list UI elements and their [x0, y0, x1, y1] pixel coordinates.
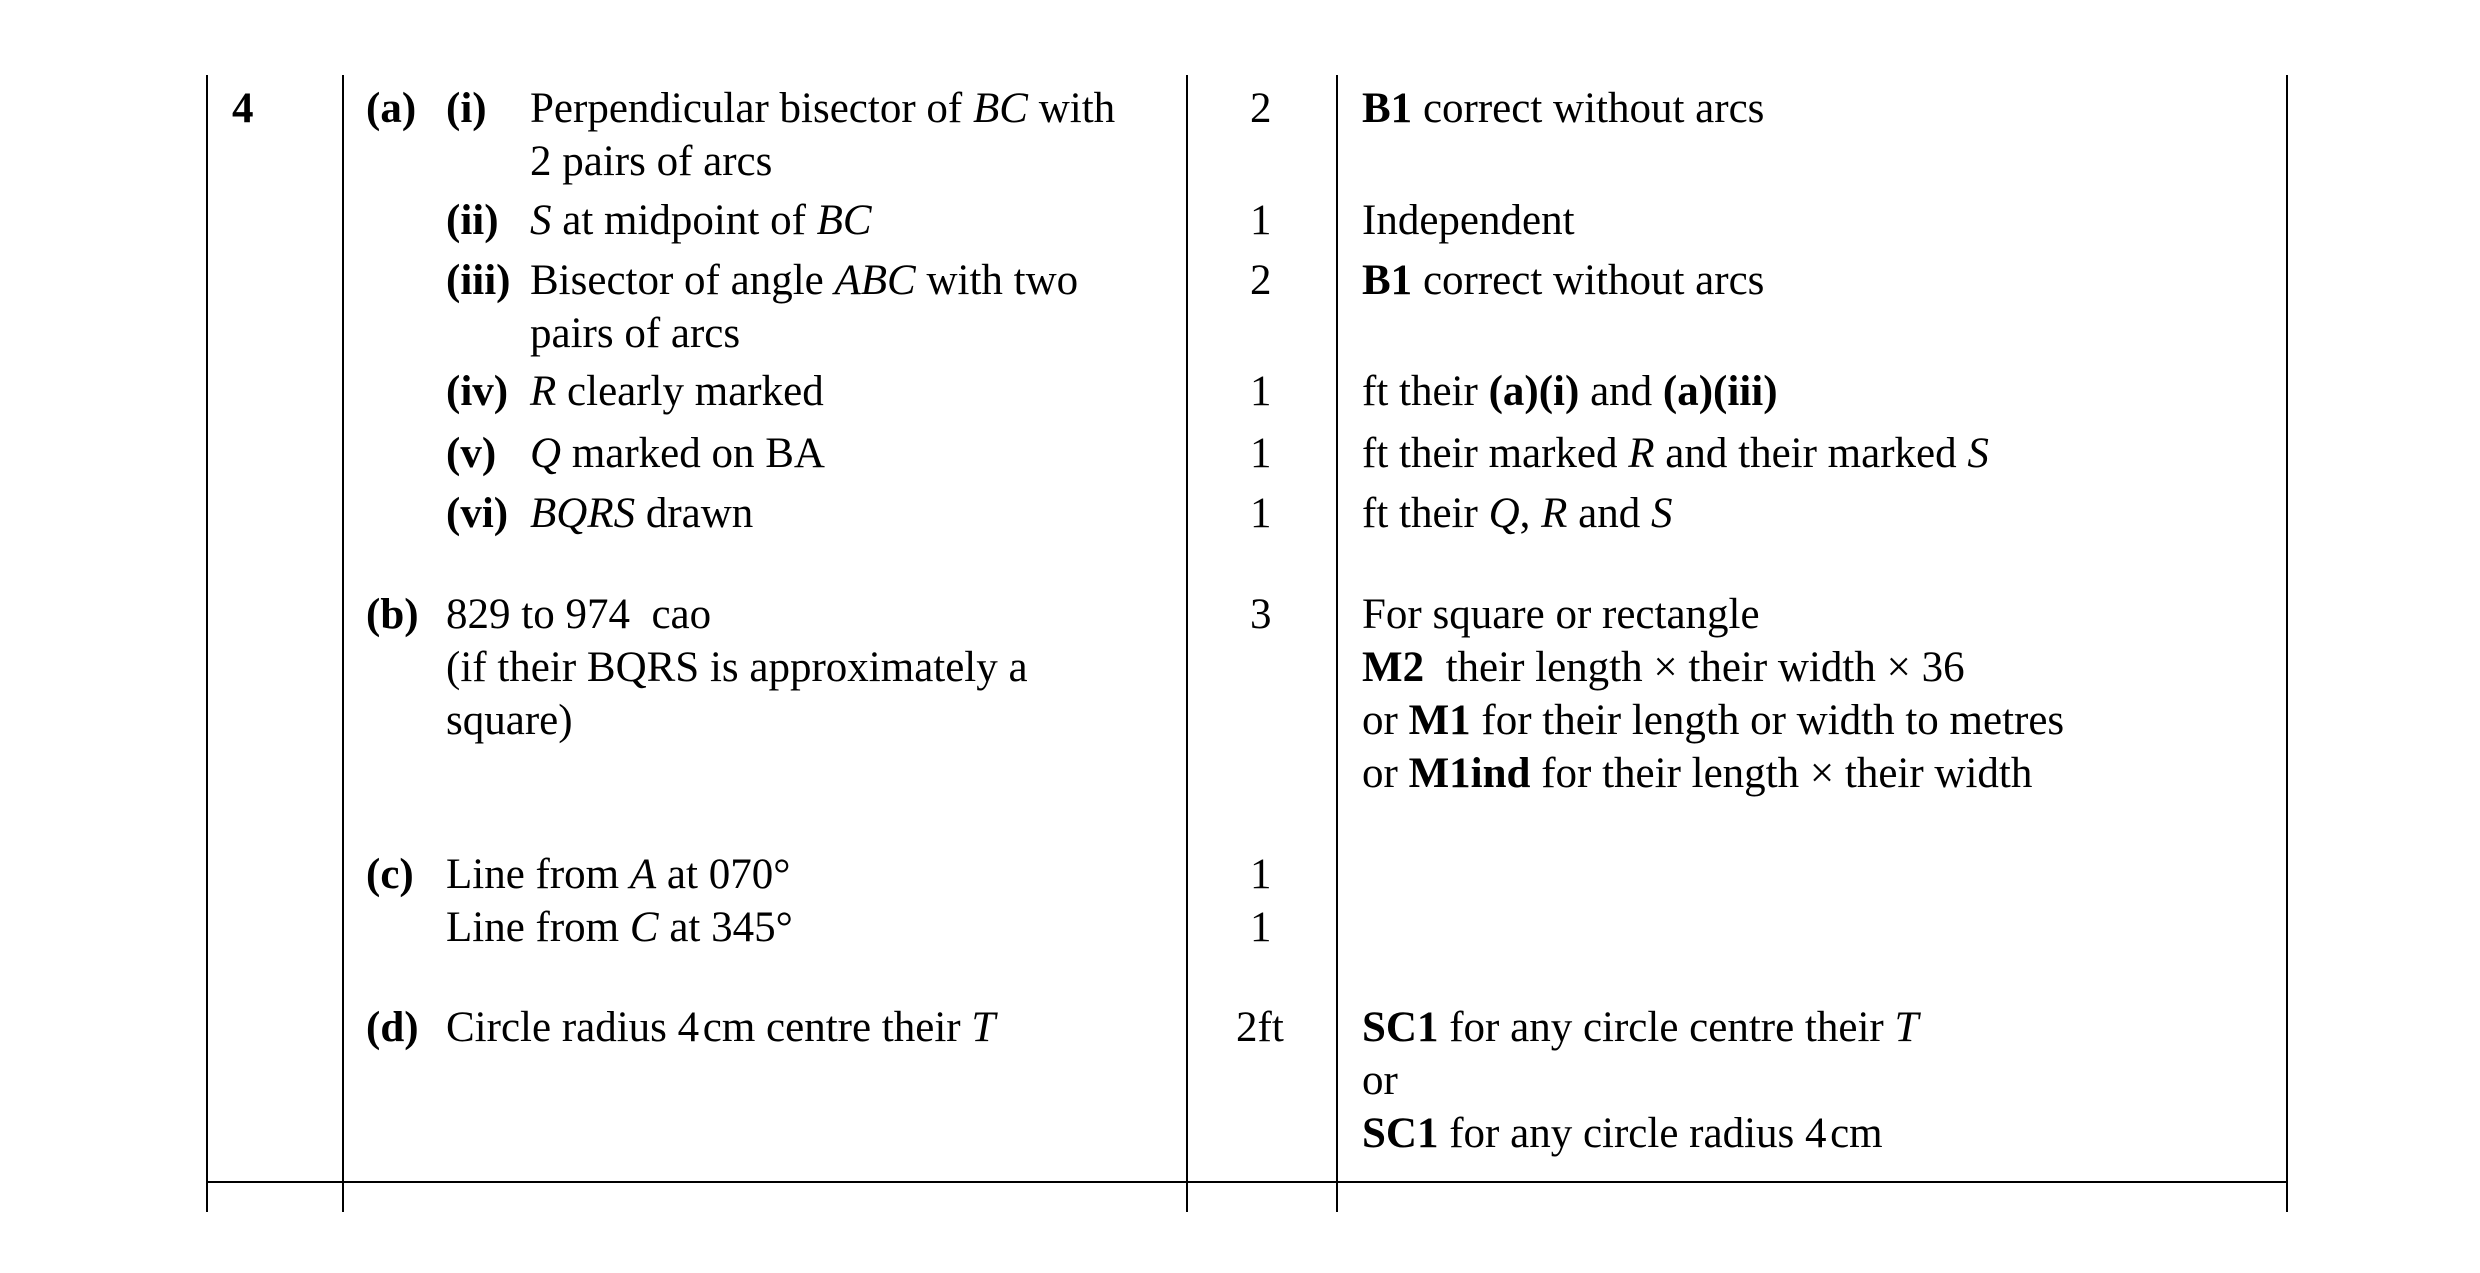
subpart-label: (vi): [446, 490, 509, 537]
guidance-line: ft their Q, R and S: [1362, 490, 1673, 537]
mark-value: 1: [1250, 851, 1272, 898]
mark-value: 2: [1250, 257, 1272, 304]
mark-value: 1: [1250, 430, 1272, 477]
part-label: (b): [366, 591, 419, 638]
mark-value: 3: [1250, 591, 1272, 638]
guidance-line: For square or rectangle: [1362, 591, 1760, 638]
guidance-line: B1 correct without arcs: [1362, 85, 1765, 132]
column-divider-1: [342, 75, 344, 1212]
answer-line: Line from A at 070°: [446, 851, 791, 898]
answer-line: 829 to 974 cao: [446, 591, 712, 638]
answer-line: Bisector of angle ABC with two: [530, 257, 1079, 304]
mark-value: 1: [1250, 904, 1272, 951]
answer-line: (if their BQRS is approximately a: [446, 644, 1028, 691]
mark-value: 1: [1250, 197, 1272, 244]
answer-line: pairs of arcs: [530, 310, 741, 357]
answer-line: BQRS drawn: [530, 490, 754, 537]
table-border-left: [206, 75, 208, 1212]
guidance-line: SC1 for any circle centre their T: [1362, 1004, 1919, 1051]
answer-line: Perpendicular bisector of BC with: [530, 85, 1116, 132]
mark-value: 1: [1250, 490, 1272, 537]
guidance-line: ft their marked R and their marked S: [1362, 430, 1989, 477]
subpart-label: (ii): [446, 197, 499, 244]
subpart-label: (v): [446, 430, 497, 477]
part-label: (a): [366, 85, 417, 132]
answer-line: R clearly marked: [530, 368, 824, 415]
guidance-line: M2 their length × their width × 36: [1362, 644, 1965, 691]
guidance-line: Independent: [1362, 197, 1575, 244]
mark-value: 1: [1250, 368, 1272, 415]
table-bottom-rule: [206, 1181, 2288, 1183]
guidance-line: or: [1362, 1057, 1398, 1104]
mark-value: 2ft: [1236, 1004, 1284, 1051]
guidance-line: or M1 for their length or width to metres: [1362, 697, 2065, 744]
answer-line: S at midpoint of BC: [530, 197, 872, 244]
part-label: (c): [366, 851, 414, 898]
guidance-line: or M1ind for their length × their width: [1362, 750, 2033, 797]
answer-line: square): [446, 697, 573, 744]
subpart-label: (iii): [446, 257, 511, 304]
guidance-line: B1 correct without arcs: [1362, 257, 1765, 304]
answer-line: Line from C at 345°: [446, 904, 793, 951]
part-label: (d): [366, 1004, 419, 1051]
column-divider-3: [1336, 75, 1338, 1212]
mark-value: 2: [1250, 85, 1272, 132]
guidance-line: SC1 for any circle radius 4 cm: [1362, 1110, 1883, 1157]
answer-line: Q marked on BA: [530, 430, 825, 477]
question-number: 4: [232, 85, 254, 132]
subpart-label: (iv): [446, 368, 509, 415]
subpart-label: (i): [446, 85, 487, 132]
answer-line: 2 pairs of arcs: [530, 138, 773, 185]
column-divider-2: [1186, 75, 1188, 1212]
answer-line: Circle radius 4 cm centre their T: [446, 1004, 996, 1051]
table-border-right: [2286, 75, 2288, 1212]
guidance-line: ft their (a)(i) and (a)(iii): [1362, 368, 1778, 415]
